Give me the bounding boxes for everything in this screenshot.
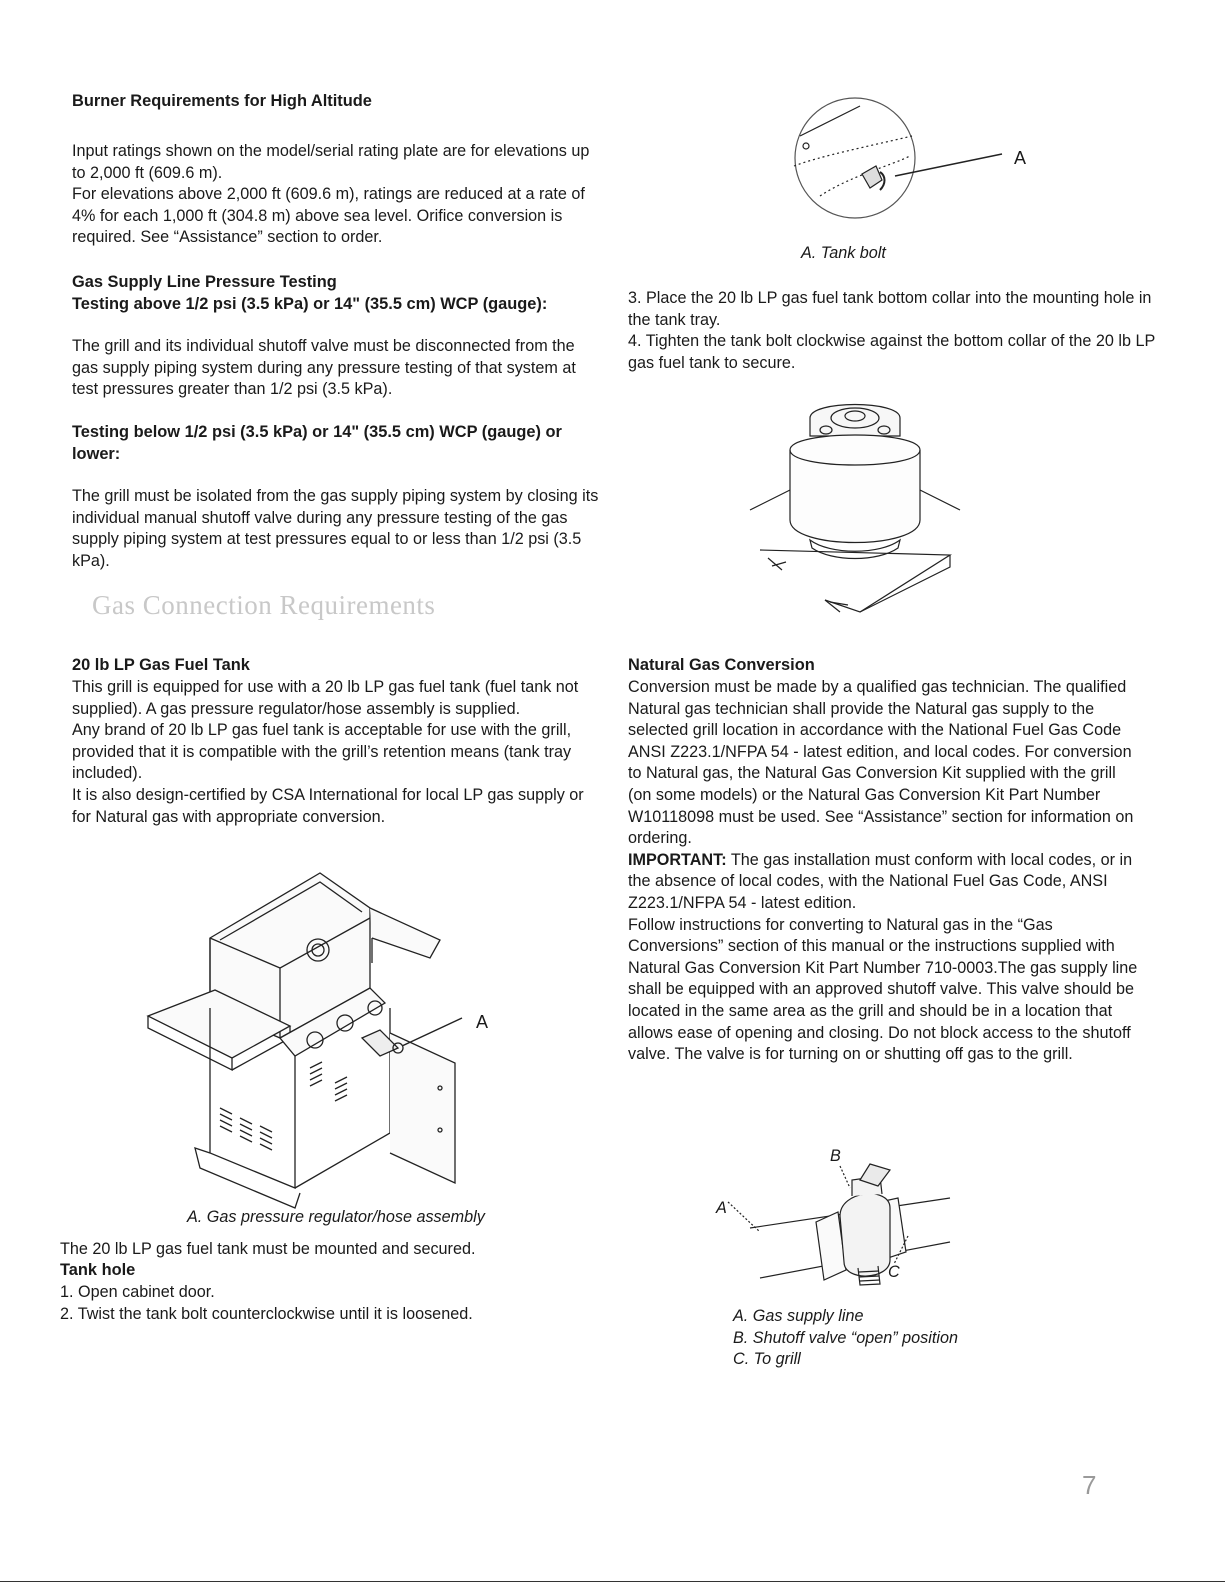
grill-callout-label: A (476, 1012, 489, 1032)
tank-install-steps (628, 288, 1168, 374)
valve-caption-list (733, 1306, 1033, 1371)
step-2: 2. Twist the tank bolt counterclockwise until it is loosened. (60, 1304, 473, 1323)
altitude-paragraph-1: Input ratings shown on the model/serial rating plate are for elevations up to 2,000 ft (609.6 m). (72, 142, 590, 182)
altitude-paragraph-2: For elevations above 2,000 ft (609.6 m), ratings are reduced at a rate of 4% for each 1,000 ft (304.8 m) above sea level. Orifice conversion is required. See “Assistance” section to order. (72, 185, 585, 247)
gas-connection-section-heading: Gas Connection Requirements (92, 590, 436, 620)
lp-tank-text (72, 677, 600, 828)
tank-bolt-illustration (780, 96, 1020, 226)
tank-bolt-caption: A. Tank bolt (801, 244, 886, 262)
important-paragraph (628, 850, 1140, 915)
step-3: 3. Place the 20 lb LP gas fuel tank bottom collar into the mounting hole in the tank tray. (628, 289, 1152, 329)
shutoff-valve-illustration (720, 1150, 960, 1300)
grill-caption: A. Gas pressure regulator/hose assembly (187, 1208, 485, 1226)
valve-label-c: C (888, 1263, 900, 1281)
follow-instructions-paragraph: Follow instructions for converting to Natural gas in the “Gas Conversions” section of this manual or the instructions supplied with Natural Gas Conversion Kit Part Number 710-0003.The gas supply line shall be equipped with an approved shutoff valve. This valve should be located in the same area as the grill and should be in a location that allows ease of opening and closing. Do not block access to the shutoff valve. The valve is for turning on or shutting off gas to the grill. (628, 915, 1138, 1064)
bolt-callout-label: A (1014, 148, 1027, 168)
lp-tank-paragraph-2: Any brand of 20 lb LP gas fuel tank is acceptable for use with the grill, provided that it is compatible with the grill’s retention means (tank tray included). (72, 721, 572, 783)
important-text: The gas installation must conform with local codes, or in the absence of local codes, with the National Fuel Gas Code, ANSI Z223.1/NFPA 54 - latest edition. (628, 850, 1133, 912)
grill-illustration (140, 868, 500, 1208)
pressure-heading-line-2: Testing above 1/2 psi (3.5 kPa) or 14" (35.5 cm) WCP (gauge): (72, 294, 548, 313)
pressure-testing-heading (72, 272, 617, 315)
lp-tank-paragraph-3: It is also design-certified by CSA International for local LP gas supply or for Natural gas with appropriate conversion. (72, 785, 584, 826)
valve-caption-b: B. Shutoff valve “open” position (733, 1328, 958, 1347)
tank-in-tray-illustration (750, 390, 980, 622)
altitude-heading: Burner Requirements for High Altitude (72, 92, 372, 110)
pressure-above-text: The grill and its individual shutoff valve must be disconnected from the gas supply piping system during any pressure testing of that system at test pressures greater than 1/2 psi (3.5 kPa). (72, 337, 576, 399)
tank-hole-heading: Tank hole (60, 1261, 136, 1279)
tank-hole-steps (60, 1282, 600, 1325)
page-number: 7 (1082, 1470, 1097, 1500)
pressure-heading-line-1: Gas Supply Line Pressure Testing (72, 273, 337, 291)
pressure-below-heading: Testing below 1/2 psi (3.5 kPa) or 14" (35.5 cm) WCP (gauge) or lower: (72, 423, 562, 463)
step-1: 1. Open cabinet door. (60, 1283, 215, 1301)
valve-caption-a: A. Gas supply line (733, 1307, 864, 1325)
altitude-text (72, 141, 592, 249)
pressure-below-text: The grill must be isolated from the gas supply piping system by closing its individual manual shutoff valve during any pressure testing of the gas supply piping system at test pressures equal to or less than 1/2 psi (3.5 kPa). (72, 487, 599, 570)
bottom-rule (0, 1581, 1225, 1582)
natural-gas-heading: Natural Gas Conversion (628, 656, 815, 674)
valve-label-b: B (830, 1147, 841, 1165)
mount-text: The 20 lb LP gas fuel tank must be mounted and secured. (60, 1240, 476, 1258)
step-4: 4. Tighten the tank bolt clockwise against the bottom collar of the 20 lb LP gas fuel tank to secure. (628, 332, 1156, 372)
natural-gas-paragraph: Conversion must be made by a qualified gas technician. The qualified Natural gas technician shall provide the Natural gas supply to the selected grill location in accordance with the National Fuel Gas Code ANSI Z223.1/NFPA 54 - latest edition, and local codes. For conversion to Natural gas, the Natural Gas Conversion Kit supplied with the grill (on some models) or the Natural Gas Conversion Kit Part Number W10118098 must be used. See “Assistance” section for information on ordering. (628, 678, 1134, 848)
lp-tank-heading: 20 lb LP Gas Fuel Tank (72, 656, 250, 674)
important-label: IMPORTANT: (628, 850, 727, 869)
natural-gas-text (628, 677, 1140, 1066)
valve-caption-c: C. To grill (733, 1350, 801, 1369)
lp-tank-paragraph-1: This grill is equipped for use with a 20 lb LP gas fuel tank (fuel tank not supplied). A gas pressure regulator/hose assembly is supplied. (72, 678, 579, 718)
valve-label-a: A (716, 1199, 727, 1217)
